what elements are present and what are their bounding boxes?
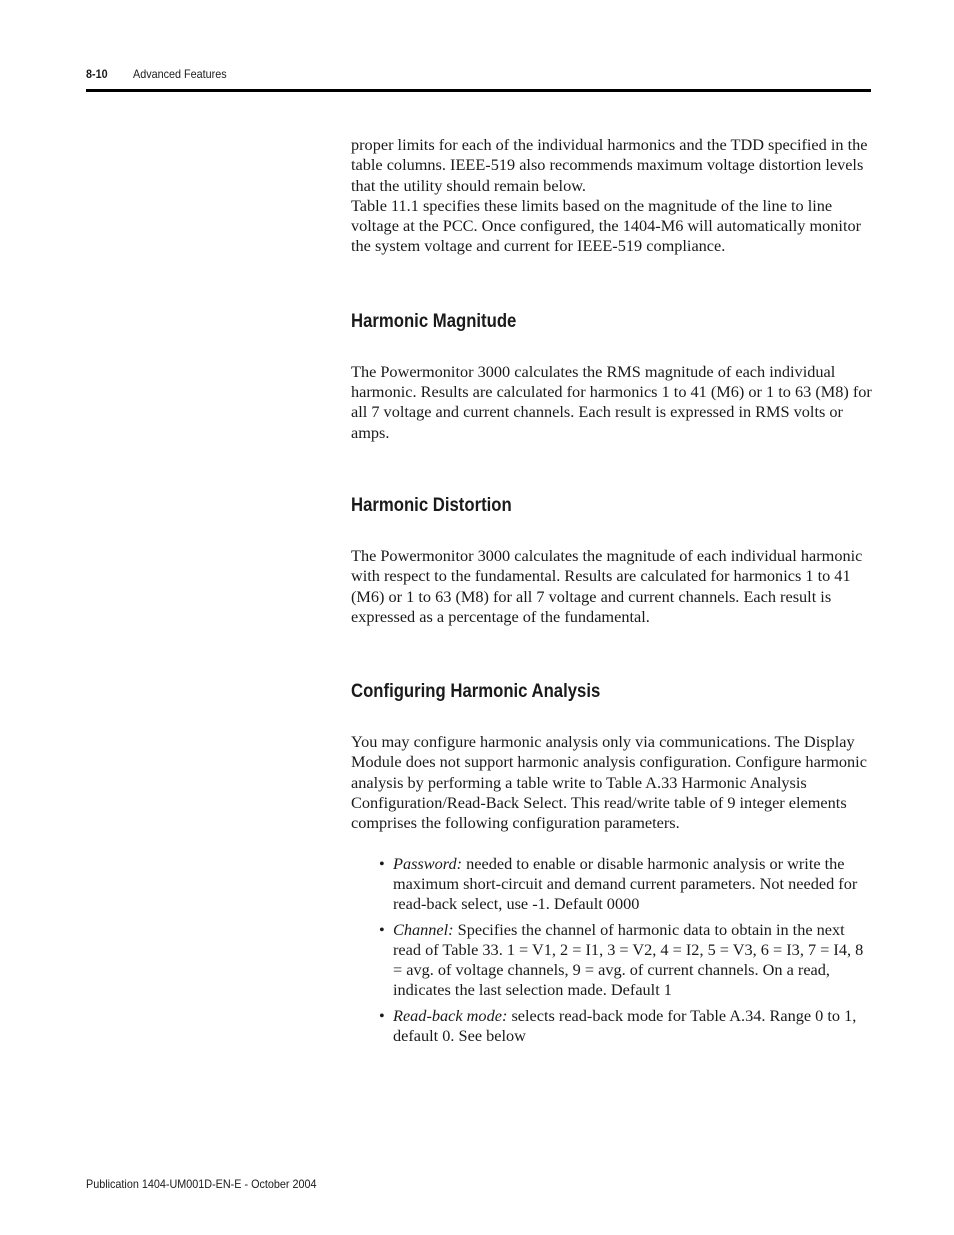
list-item-channel bbox=[393, 920, 873, 1001]
list-item-text: Specifies the channel of harmonic data to obtain in the next read of Table 33. 1 = V1, 2 = I1, 3 = V2, 4 = I2, 5 = V3, 6 = I3, 7 = I4, 8 = avg. of voltage channels, 9 = avg. of current channels. On a read, indicates the last selection made. Default 1 bbox=[393, 919, 864, 1000]
section-heading-configuring-harmonic-analysis: Configuring Harmonic Analysis bbox=[351, 681, 601, 703]
list-item-term: Read-back mode: bbox=[393, 1005, 508, 1025]
configuration-parameter-list bbox=[351, 854, 873, 1047]
publication-footer: Publication 1404-UM001D-EN-E - October 2004 bbox=[86, 1177, 317, 1191]
running-header bbox=[86, 66, 871, 82]
section-heading-harmonic-distortion: Harmonic Distortion bbox=[351, 494, 512, 516]
section-paragraph-configuring-harmonic-analysis: You may configure harmonic analysis only via communications. The Display Module does not support harmonic analysis configuration. Configure harmonic analysis by performing a table write to Table A.33 Harmonic Analysis Configuration/Read-Back Select. This read/write table of 9 integer elements comprises the following configuration parameters. bbox=[351, 732, 867, 833]
list-item-password bbox=[393, 854, 873, 915]
list-item-text: needed to enable or disable harmonic analysis or write the maximum short-circuit and demand current parameters. Not needed for read-back select, use -1. Default 0000 bbox=[393, 853, 858, 914]
chapter-title: Advanced Features bbox=[133, 67, 227, 81]
list-item-text: selects read-back mode for Table A.34. Range 0 to 1, default 0. See below bbox=[393, 1005, 857, 1046]
list-item-term: Password: bbox=[393, 853, 463, 873]
section-paragraph-harmonic-distortion: The Powermonitor 3000 calculates the magnitude of each individual harmonic with respect to the fundamental. Results are calculated for harmonics 1 to 41 (M6) or 1 to 63 (M8) for all 7 voltage and current channels. Each result is expressed as a percentage of the fundamental. bbox=[351, 545, 863, 626]
page-body bbox=[351, 135, 873, 1051]
header-rule bbox=[86, 89, 871, 92]
intro-paragraph: proper limits for each of the individual harmonics and the TDD specified in the table columns. IEEE-519 also recommends maximum voltage distortion levels that the utility should remain below. bbox=[351, 135, 868, 195]
list-item-read-back-mode bbox=[393, 1006, 873, 1047]
section-paragraph-harmonic-magnitude: The Powermonitor 3000 calculates the RMS magnitude of each individual harmonic. Results are calculated for harmonics 1 to 41 (M6) or 1 to 63 (M8) for all 7 voltage and current channels. Each result is expressed in RMS volts or amps. bbox=[351, 361, 872, 442]
list-item-term: Channel: bbox=[393, 919, 454, 939]
page-number: 8-10 bbox=[86, 67, 108, 81]
intro-paragraph-2: Table 11.1 specifies these limits based on the magnitude of the line to line voltage at the PCC. Once configured, the 1404-M6 will automatically monitor the system voltage and current for IEEE-519 compliance. bbox=[351, 195, 862, 256]
section-heading-harmonic-magnitude: Harmonic Magnitude bbox=[351, 310, 517, 332]
